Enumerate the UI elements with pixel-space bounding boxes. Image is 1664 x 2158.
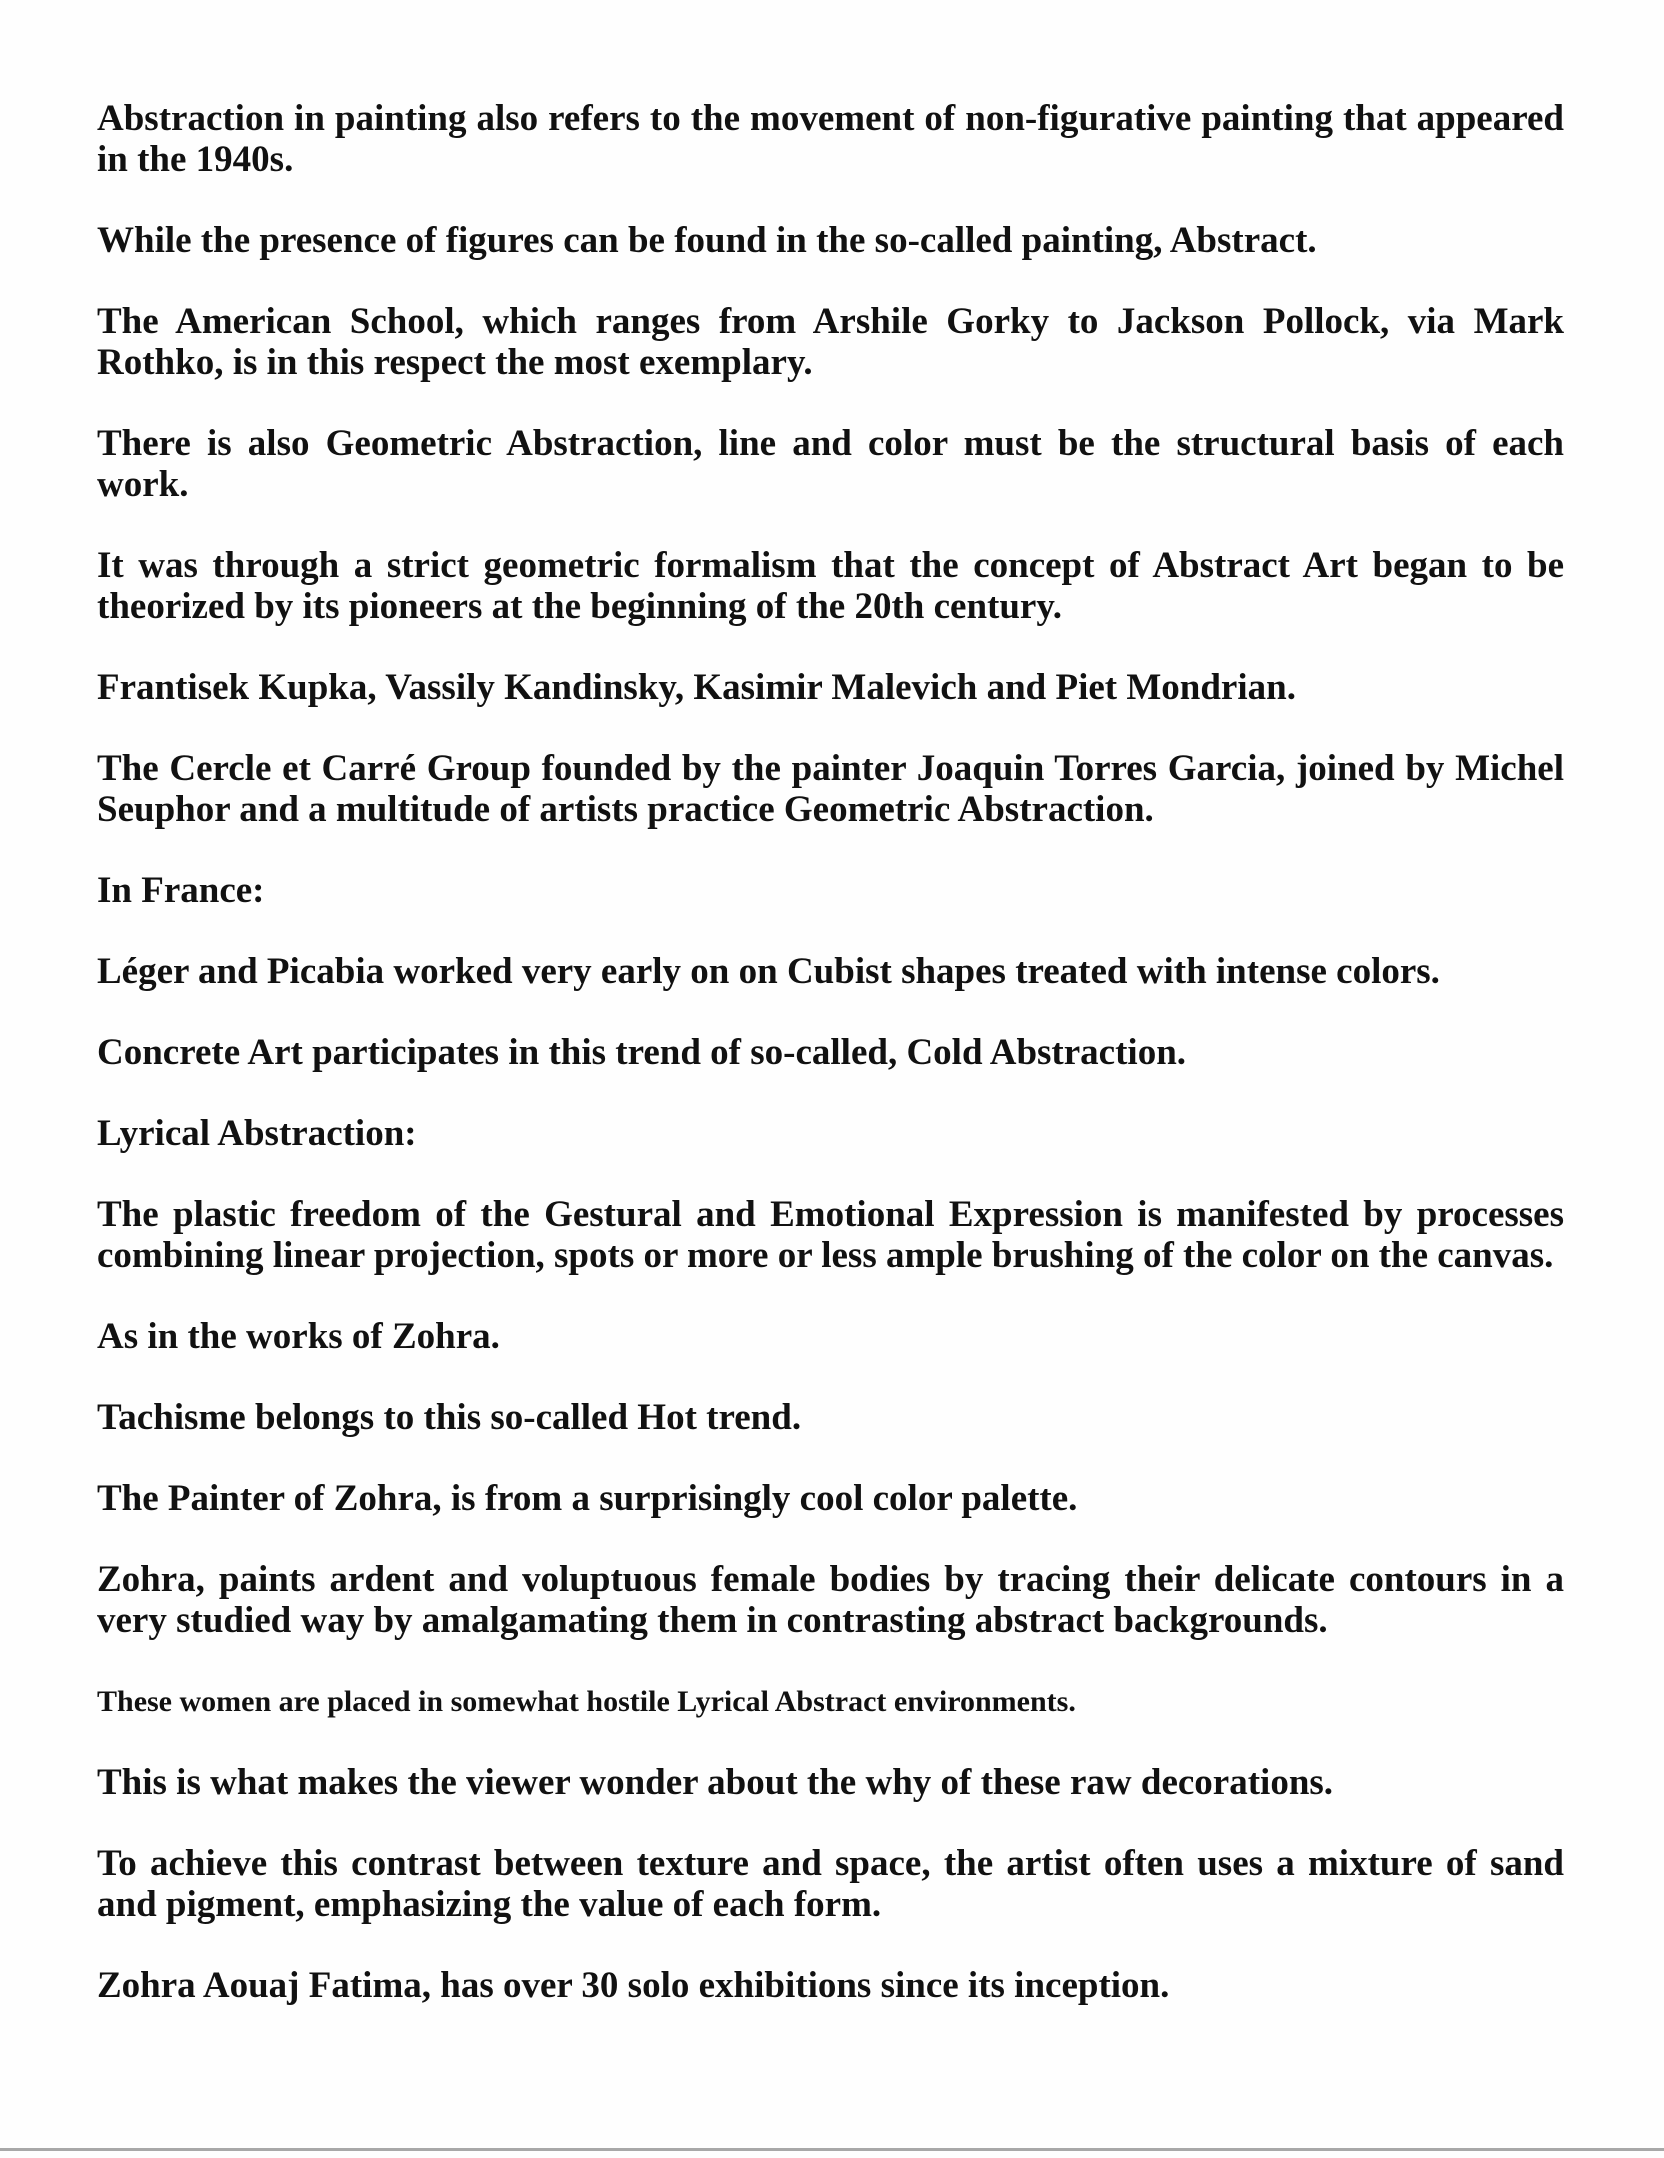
page-bottom-rule [0,2148,1664,2151]
paragraph-texture-and-space: To achieve this contrast between texture and space, the artist often uses a mixture of sand and pigment, emphasizing the value of each form. [97,1843,1564,1925]
paragraph-concrete-art: Concrete Art participates in this trend of so-called, Cold Abstraction. [97,1032,1187,1073]
paragraph-geometric-formalism: It was through a strict geometric formalism that the concept of Abstract Art began to be theorized by its pioneers at the beginning of the 20th century. [97,545,1564,627]
paragraph-plastic-freedom: The plastic freedom of the Gestural and Emotional Expression is manifested by processes combining linear projection, spots or more or less ample brushing of the color on the canvas. [97,1194,1564,1276]
paragraph-painter-of-zohra: The Painter of Zohra, is from a surprisingly cool color palette. [97,1478,1078,1519]
paragraph-leger-picabia: Léger and Picabia worked very early on on Cubist shapes treated with intense colors. [97,951,1440,992]
paragraph-pioneers-list: Frantisek Kupka, Vassily Kandinsky, Kasimir Malevich and Piet Mondrian. [97,667,1296,708]
body-text [97,98,1564,2046]
paragraph-presence-of-figures: While the presence of figures can be found in the so-called painting, Abstract. [97,220,1317,261]
paragraph-in-france: In France: [97,870,265,911]
paragraph-cercle-et-carre: The Cercle et Carré Group founded by the painter Joaquin Torres Garcia, joined by Michel Seuphor and a multitude of artists practice Geometric Abstraction. [97,748,1564,830]
paragraph-geometric-abstraction: There is also Geometric Abstraction, line and color must be the structural basis of each work. [97,423,1564,505]
paragraph-abstraction-1940s: Abstraction in painting also refers to the movement of non-figurative painting that appeared in the 1940s. [97,98,1564,180]
paragraph-tachisme: Tachisme belongs to this so-called Hot trend. [97,1397,802,1438]
paragraph-american-school: The American School, which ranges from Arshile Gorky to Jackson Pollock, via Mark Rothko, is in this respect the most exemplary. [97,301,1564,383]
paragraph-lyrical-abstraction-heading: Lyrical Abstraction: [97,1113,417,1154]
paragraph-female-bodies: Zohra, paints ardent and voluptuous female bodies by tracing their delicate contours in a very studied way by amalgamating them in contrasting abstract backgrounds. [97,1559,1564,1641]
paragraph-viewer-wonder: This is what makes the viewer wonder about the why of these raw decorations. [97,1762,1334,1803]
paragraph-hostile-environments: These women are placed in somewhat hostile Lyrical Abstract environments. [97,1685,1076,1718]
paragraph-works-of-zohra: As in the works of Zohra. [97,1316,500,1357]
paragraph-solo-exhibitions: Zohra Aouaj Fatima, has over 30 solo exhibitions since its inception. [97,1965,1170,2006]
